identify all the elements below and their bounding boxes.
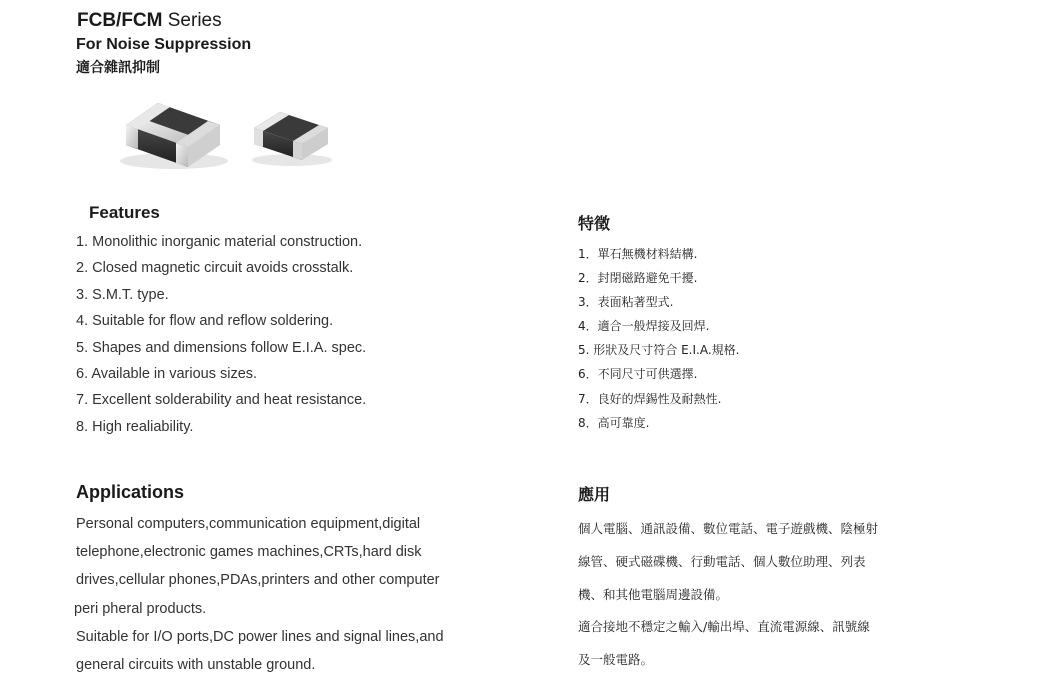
series-title xyxy=(77,10,222,32)
features-heading-zh: 特徵 xyxy=(578,214,611,233)
subtitle-en: For Noise Suppression xyxy=(76,36,252,53)
list-item: 5. Shapes and dimensions follow E.I.A. spec. xyxy=(76,339,367,356)
text-line: 機、和其他電腦周邊設備。 xyxy=(578,586,729,602)
series-suffix: Series xyxy=(162,10,222,31)
text-line: general circuits with unstable ground. xyxy=(76,656,316,673)
subtitle-zh: 適合雜訊抑制 xyxy=(76,60,160,76)
list-item: 6．不同尺寸可供選擇. xyxy=(578,367,698,382)
text-line: 線管、硬式磁碟機、行動電話、個人數位助理、列表 xyxy=(578,553,866,569)
text-line: 個人電腦、通訊設備、數位電話、電子遊戲機、陰極射 xyxy=(578,521,879,536)
list-item: 7. Excellent solderability and heat resistance. xyxy=(76,392,367,409)
text-line: telephone,electronic games machines,CRTs,hard disk xyxy=(76,544,422,561)
list-item: 7．良好的焊錫性及耐熱性. xyxy=(578,391,722,406)
applications-text-en xyxy=(74,510,444,679)
list-item: 2. Closed magnetic circuit avoids crosstalk. xyxy=(76,260,354,277)
text-line: 適合接地不穩定之輸入/輸出埠、直流電源線、訊號線 xyxy=(578,619,870,635)
chip-small-image xyxy=(244,104,336,168)
list-item: 3. S.M.T. type. xyxy=(76,286,169,303)
list-item: 5. 形狀及尺寸符合 E.I.A.規格. xyxy=(578,343,740,358)
applications-text-zh xyxy=(578,514,878,678)
features-list-en xyxy=(76,229,366,440)
applications-heading: Applications xyxy=(76,482,185,502)
list-item: 8．高可靠度. xyxy=(578,415,650,430)
list-item: 2．封閉磁路避免干擾. xyxy=(578,271,698,286)
series-name: FCB/FCM xyxy=(77,10,163,31)
list-item: 3．表面粘著型式. xyxy=(578,295,674,310)
list-item: 1. Monolithic inorganic material construction. xyxy=(76,234,363,250)
list-item: 6. Available in various sizes. xyxy=(76,365,258,382)
text-line: Suitable for I/O ports,DC power lines and signal lines,and xyxy=(76,628,444,645)
text-line: 及一般電路。 xyxy=(578,652,654,668)
list-item: 4. Suitable for flow and reflow soldering. xyxy=(76,313,334,330)
chip-large-image xyxy=(112,95,234,173)
text-line: peri pheral products. xyxy=(74,600,207,617)
list-item: 1．單石無機材料結構. xyxy=(578,247,698,261)
features-heading: Features xyxy=(89,203,160,222)
text-line: Personal computers,communication equipment,digital xyxy=(76,516,421,532)
applications-heading-zh: 應用 xyxy=(578,485,611,504)
list-item: 4．適合一般焊接及回焊. xyxy=(578,319,710,334)
text-line: drives,cellular phones,PDAs,printers and other computer xyxy=(76,572,440,589)
list-item: 8. High realiability. xyxy=(76,418,194,435)
features-list-zh xyxy=(578,242,739,435)
